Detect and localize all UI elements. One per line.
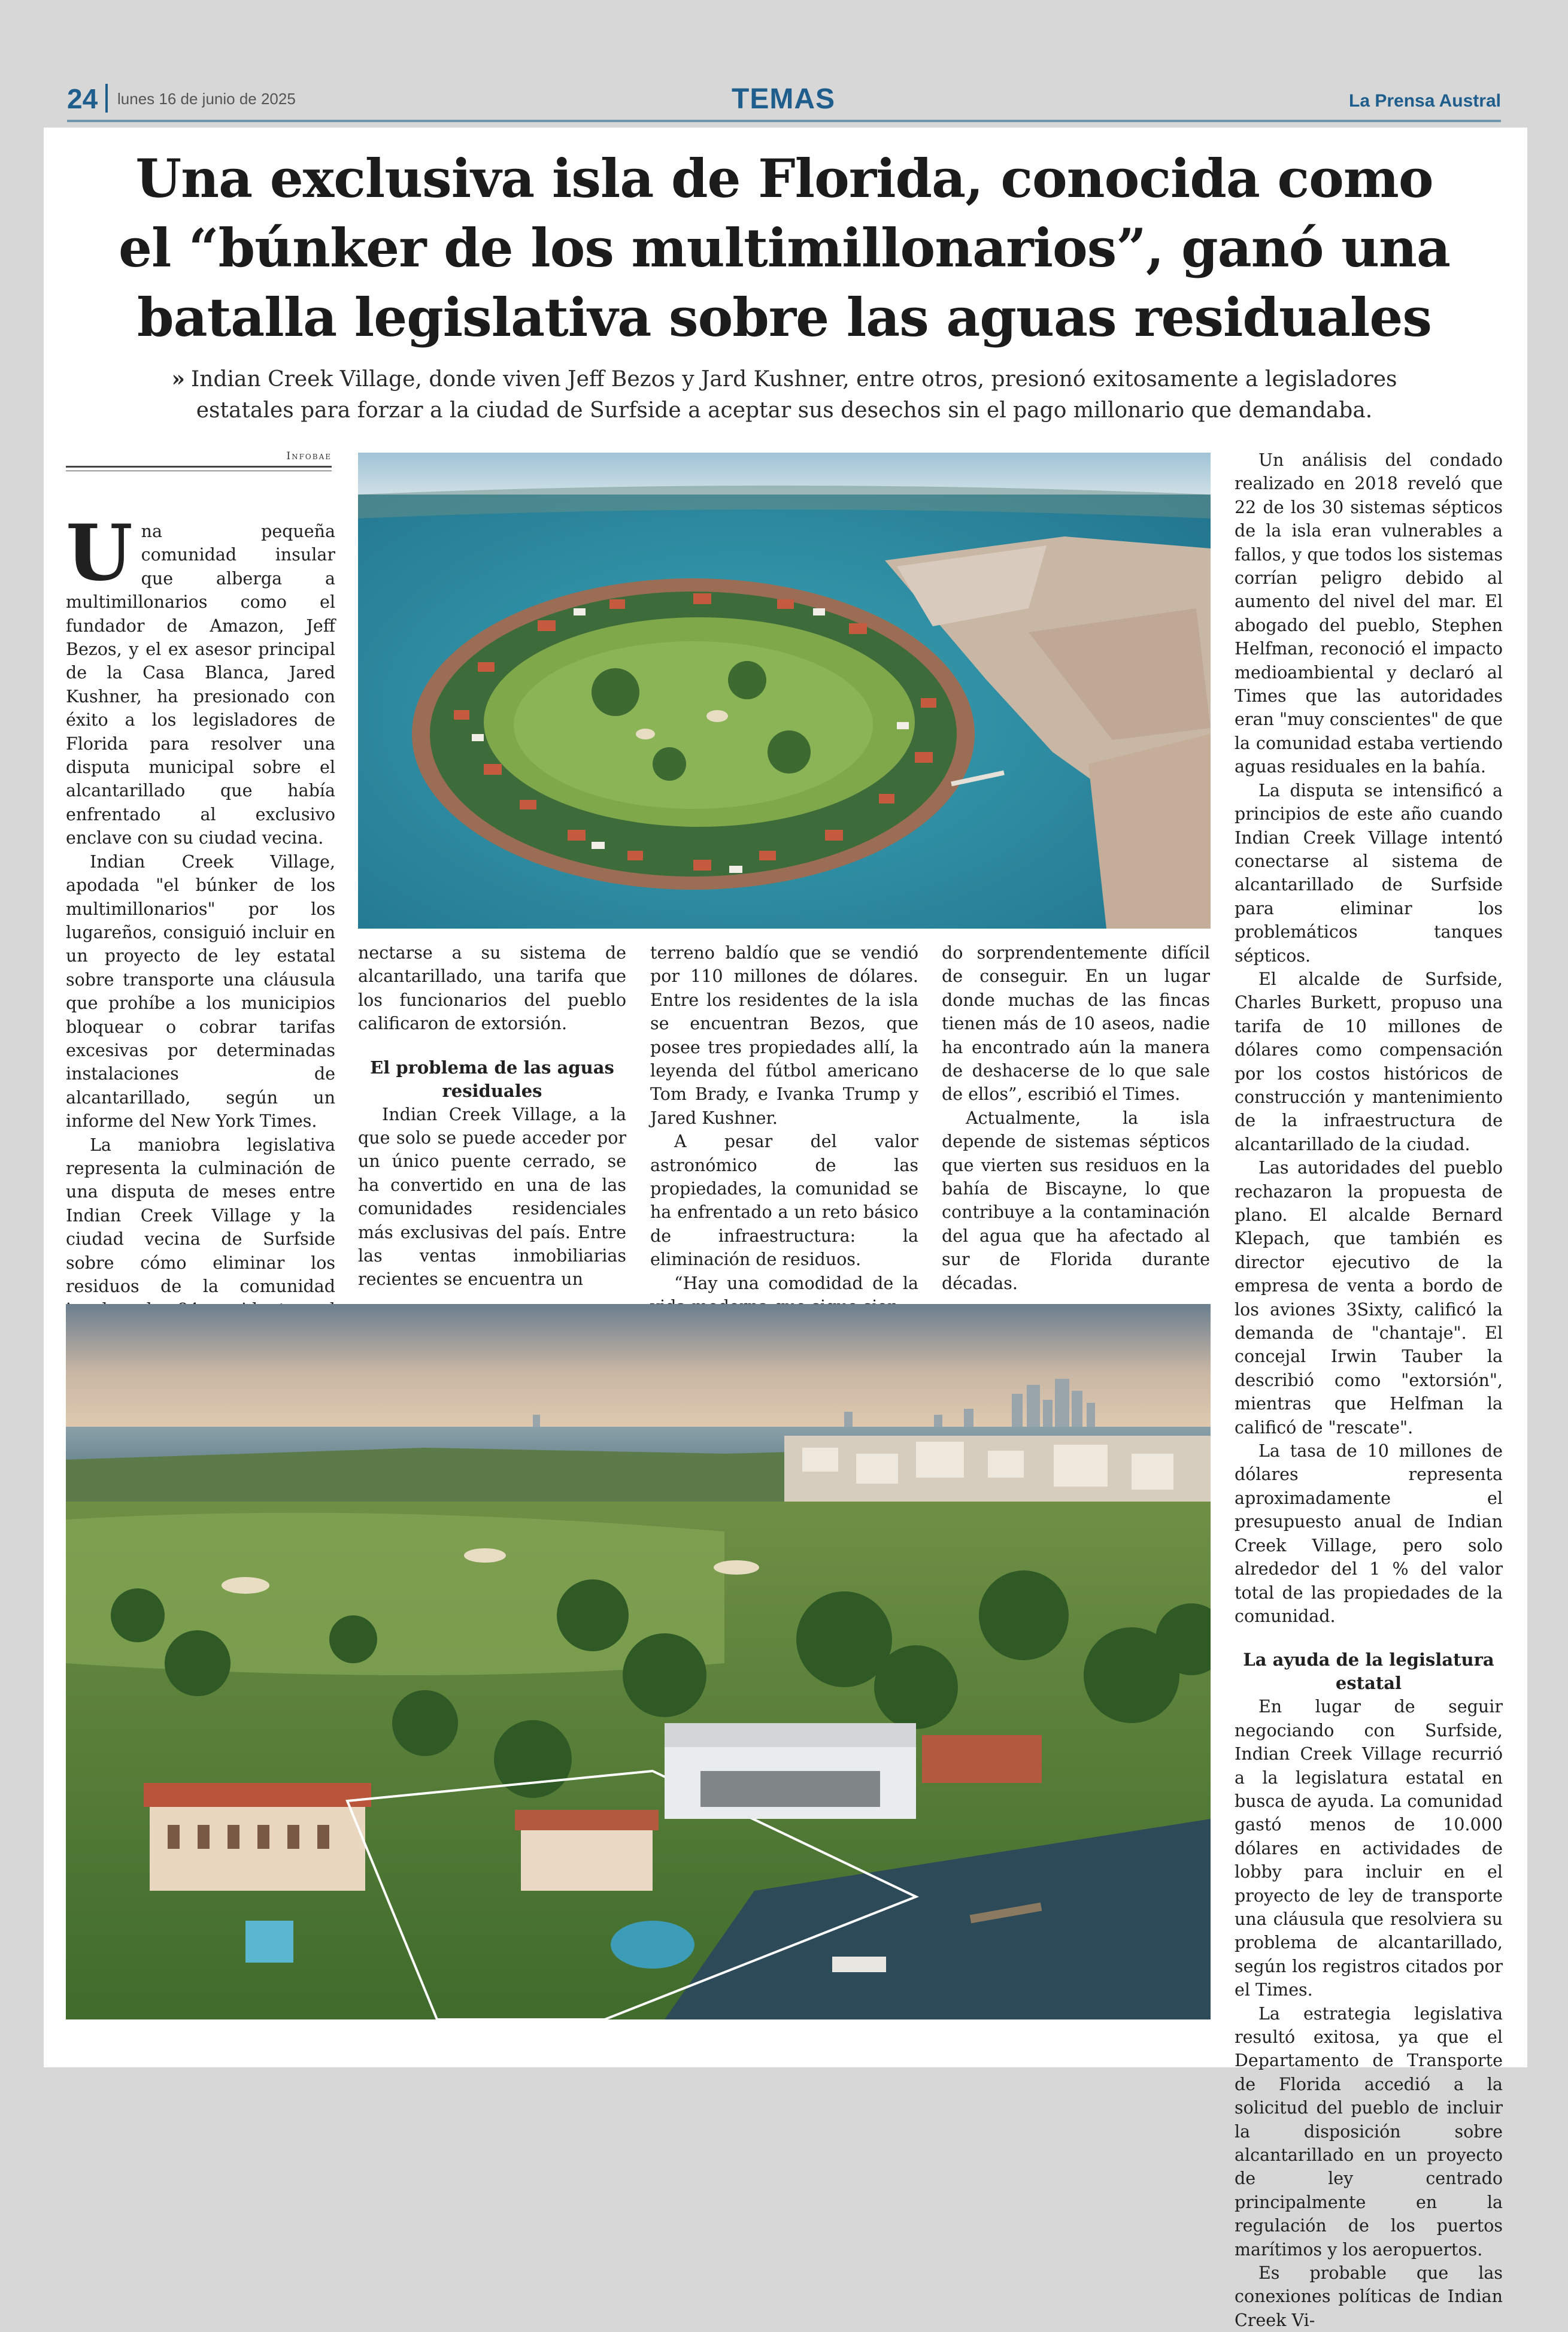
paragraph: terreno baldío que se vendió por 110 millones de dólares. Entre los residentes de la isla se encuentran Bezos, que posee tres propiedades allí, la leyenda del fútbol americano Tom Brady, e Ivanka Trump y Jared Kushner. xyxy=(650,943,918,1128)
paragraph: El alcalde de Surfside, Charles Burkett, propuso una tarifa de 10 millones de dólares como compensación por los costos históricos de construcción y mantenimiento de la infraestructura de alcantarillado de la ciudad. xyxy=(1235,969,1503,1154)
paragraph: Actualmente, la isla depende de sistemas sépticos que vierten sus residuos en la bahía de Biscayne, lo que contribuye a la contaminación del agua que ha afectado al sur de Florida durante décadas. xyxy=(942,1108,1210,1293)
byline: Infobae xyxy=(286,450,332,462)
paragraph: Las autoridades del pueblo rechazaron la propuesta de plano. El alcalde Bernard Klepach, que también es director ejecutivo de la empresa de venta a bordo de los aviones 3Sixty, calificó la demanda de "chantaje". El concejal Irwin Tauber la describió como "extorsión", mientras que Helfman la calificó de "rescate". xyxy=(1235,1158,1503,1438)
subheading: La ayuda de la legislatura estatal xyxy=(1243,1649,1494,1694)
paragraph: “Hay una comodidad de la xyxy=(674,1273,918,1293)
paragraph: Es probable que las conexiones políticas de Indian Creek Vi- xyxy=(1235,2263,1503,2330)
paragraph-text: na pequeña comunidad insular que alberga a multimillonarios como el fundador de Amazon, Jeff Bezos, y el ex asesor principal de la Casa Blanca, Jared Kushner, ha presionado con éxito a los legisladores de Florida para resolver una disputa municipal sobre el alcantarillado que había enfrentado al exclusivo enclave con su ciudad vecina. xyxy=(66,521,335,848)
headline-line: batalla legislativa sobre las aguas residuales xyxy=(137,286,1431,348)
paragraph xyxy=(66,508,335,850)
header-rule xyxy=(67,120,1501,122)
deck-subtitle xyxy=(168,363,1401,426)
header-separator xyxy=(105,84,108,113)
column-2 xyxy=(358,941,626,1291)
column-3 xyxy=(650,941,918,1319)
island-aerial-photo xyxy=(358,453,1211,929)
column-1 xyxy=(66,508,335,1440)
drop-cap: U xyxy=(66,508,133,598)
chevron-icon: » xyxy=(171,366,186,392)
paragraph: do sorprendentemente difícil de conseguir. En un lugar donde muchas de las fincas tienen más de 10 aseos, nadie ha encontrado aún la manera de deshacerse de lo que sale de ellos”, escribió el Times. xyxy=(942,943,1210,1105)
headline-line: el “búnker de los multimillonarios”, ganó una xyxy=(118,217,1451,279)
section-name: TEMAS xyxy=(732,83,835,115)
running-head xyxy=(0,0,1568,128)
headline-line: Una exclusiva isla de Florida, conocida como xyxy=(135,147,1433,210)
column-4 xyxy=(942,941,1210,1295)
island-aerial-illustration xyxy=(358,453,1211,929)
paragraph: nectarse a su sistema de alcantarillado, una tarifa que los funcionarios del pueblo calificaron de extorsión. xyxy=(358,943,626,1034)
column-5 xyxy=(1235,448,1503,2332)
paragraph: Indian Creek Village, a la que solo se puede acceder por un único puente cerrado, se ha convertido en una de las comunidades residenciales más exclusivas del país. Entre las ventas inmobiliarias recientes se encuentra un xyxy=(358,1104,626,1290)
paragraph: La estrategia legislativa resultó exitosa, ya que el Departamento de Transporte de Florida accedió a la solicitud del pueblo de incluir la disposición sobre alcantarillado en un proyecto de ley centrado principalmente en la regulación de los puertos marítimos y los aeropuertos. xyxy=(1235,2003,1503,2260)
subheading: El problema de las aguas residuales xyxy=(370,1057,614,1101)
estate-aerial-photo xyxy=(66,1304,1211,2019)
newspaper-name: La Prensa Austral xyxy=(1349,91,1501,111)
paragraph: Indian Creek Village, apodada "el búnker de los multimillonarios" por los lugareños, consiguió incluir en un proyecto de ley estatal sobre transporte una cláusula que prohíbe a los municipios bloquear o cobrar tarifas excesivas por determinadas instalaciones de alcantarillado, según un informe del New York Times. xyxy=(66,851,335,1132)
estate-aerial-illustration xyxy=(66,1304,1211,2019)
issue-date: lunes 16 de junio de 2025 xyxy=(117,90,296,108)
byline-rule xyxy=(66,466,332,468)
headline xyxy=(96,144,1473,352)
paragraph: La maniobra legislativa representa la culminación de una disputa de meses entre Indian Creek Village y la ciudad vecina de Surfside sobre cómo eliminar los residuos de la comunidad xyxy=(66,1135,335,1296)
page-number: 24 xyxy=(67,83,98,114)
paragraph: La tasa de 10 millones de dólares representa aproximadamente el presupuesto anual de Indian Creek Village, pero solo alrededor del 1 % del valor total de las propiedades de la comunidad. xyxy=(1235,1441,1503,1626)
deck-text: Indian Creek Village, donde viven Jeff Bezos y Jard Kushner, entre otros, presionó exitosamente a legisladores estatales para forzar a la ciudad de Surfside a aceptar sus desechos sin el pago millonario que demandaba. xyxy=(191,367,1397,423)
paragraph: En lugar de seguir negociando con Surfside, Indian Creek Village recurrió a la legislatura estatal en busca de ayuda. La comunidad gastó menos de 10.000 dólares en actividades de lobby para incluir en el proyecto de ley de transporte una cláusula que resolviera su problema de alcantarillado, según los registros citados por el Times. xyxy=(1235,1697,1503,2000)
paragraph: La disputa se intensificó a principios de este año cuando Indian Creek Village intentó conectarse al sistema de alcantarillado de Surfside para eliminar los problemáticos tanques sépticos. xyxy=(1235,780,1503,966)
paragraph: Un análisis del condado realizado en 2018 reveló que 22 de los 30 sistemas sépticos de la isla eran vulnerables a fallos, y que todos los sistemas corrían peligro debido al aumento del nivel del mar. El abogado del pueblo, Stephen Helfman, reconoció el impacto medioambiental y declaró al Times que las autoridades eran "muy conscientes" de que la comunidad estaba vertiendo aguas residuales en la bahía. xyxy=(1235,450,1503,777)
paragraph: A pesar del valor astronómico de las propiedades, la comunidad se ha enfrentado a un reto básico de infraestructura: la eliminación de residuos. xyxy=(650,1132,918,1270)
